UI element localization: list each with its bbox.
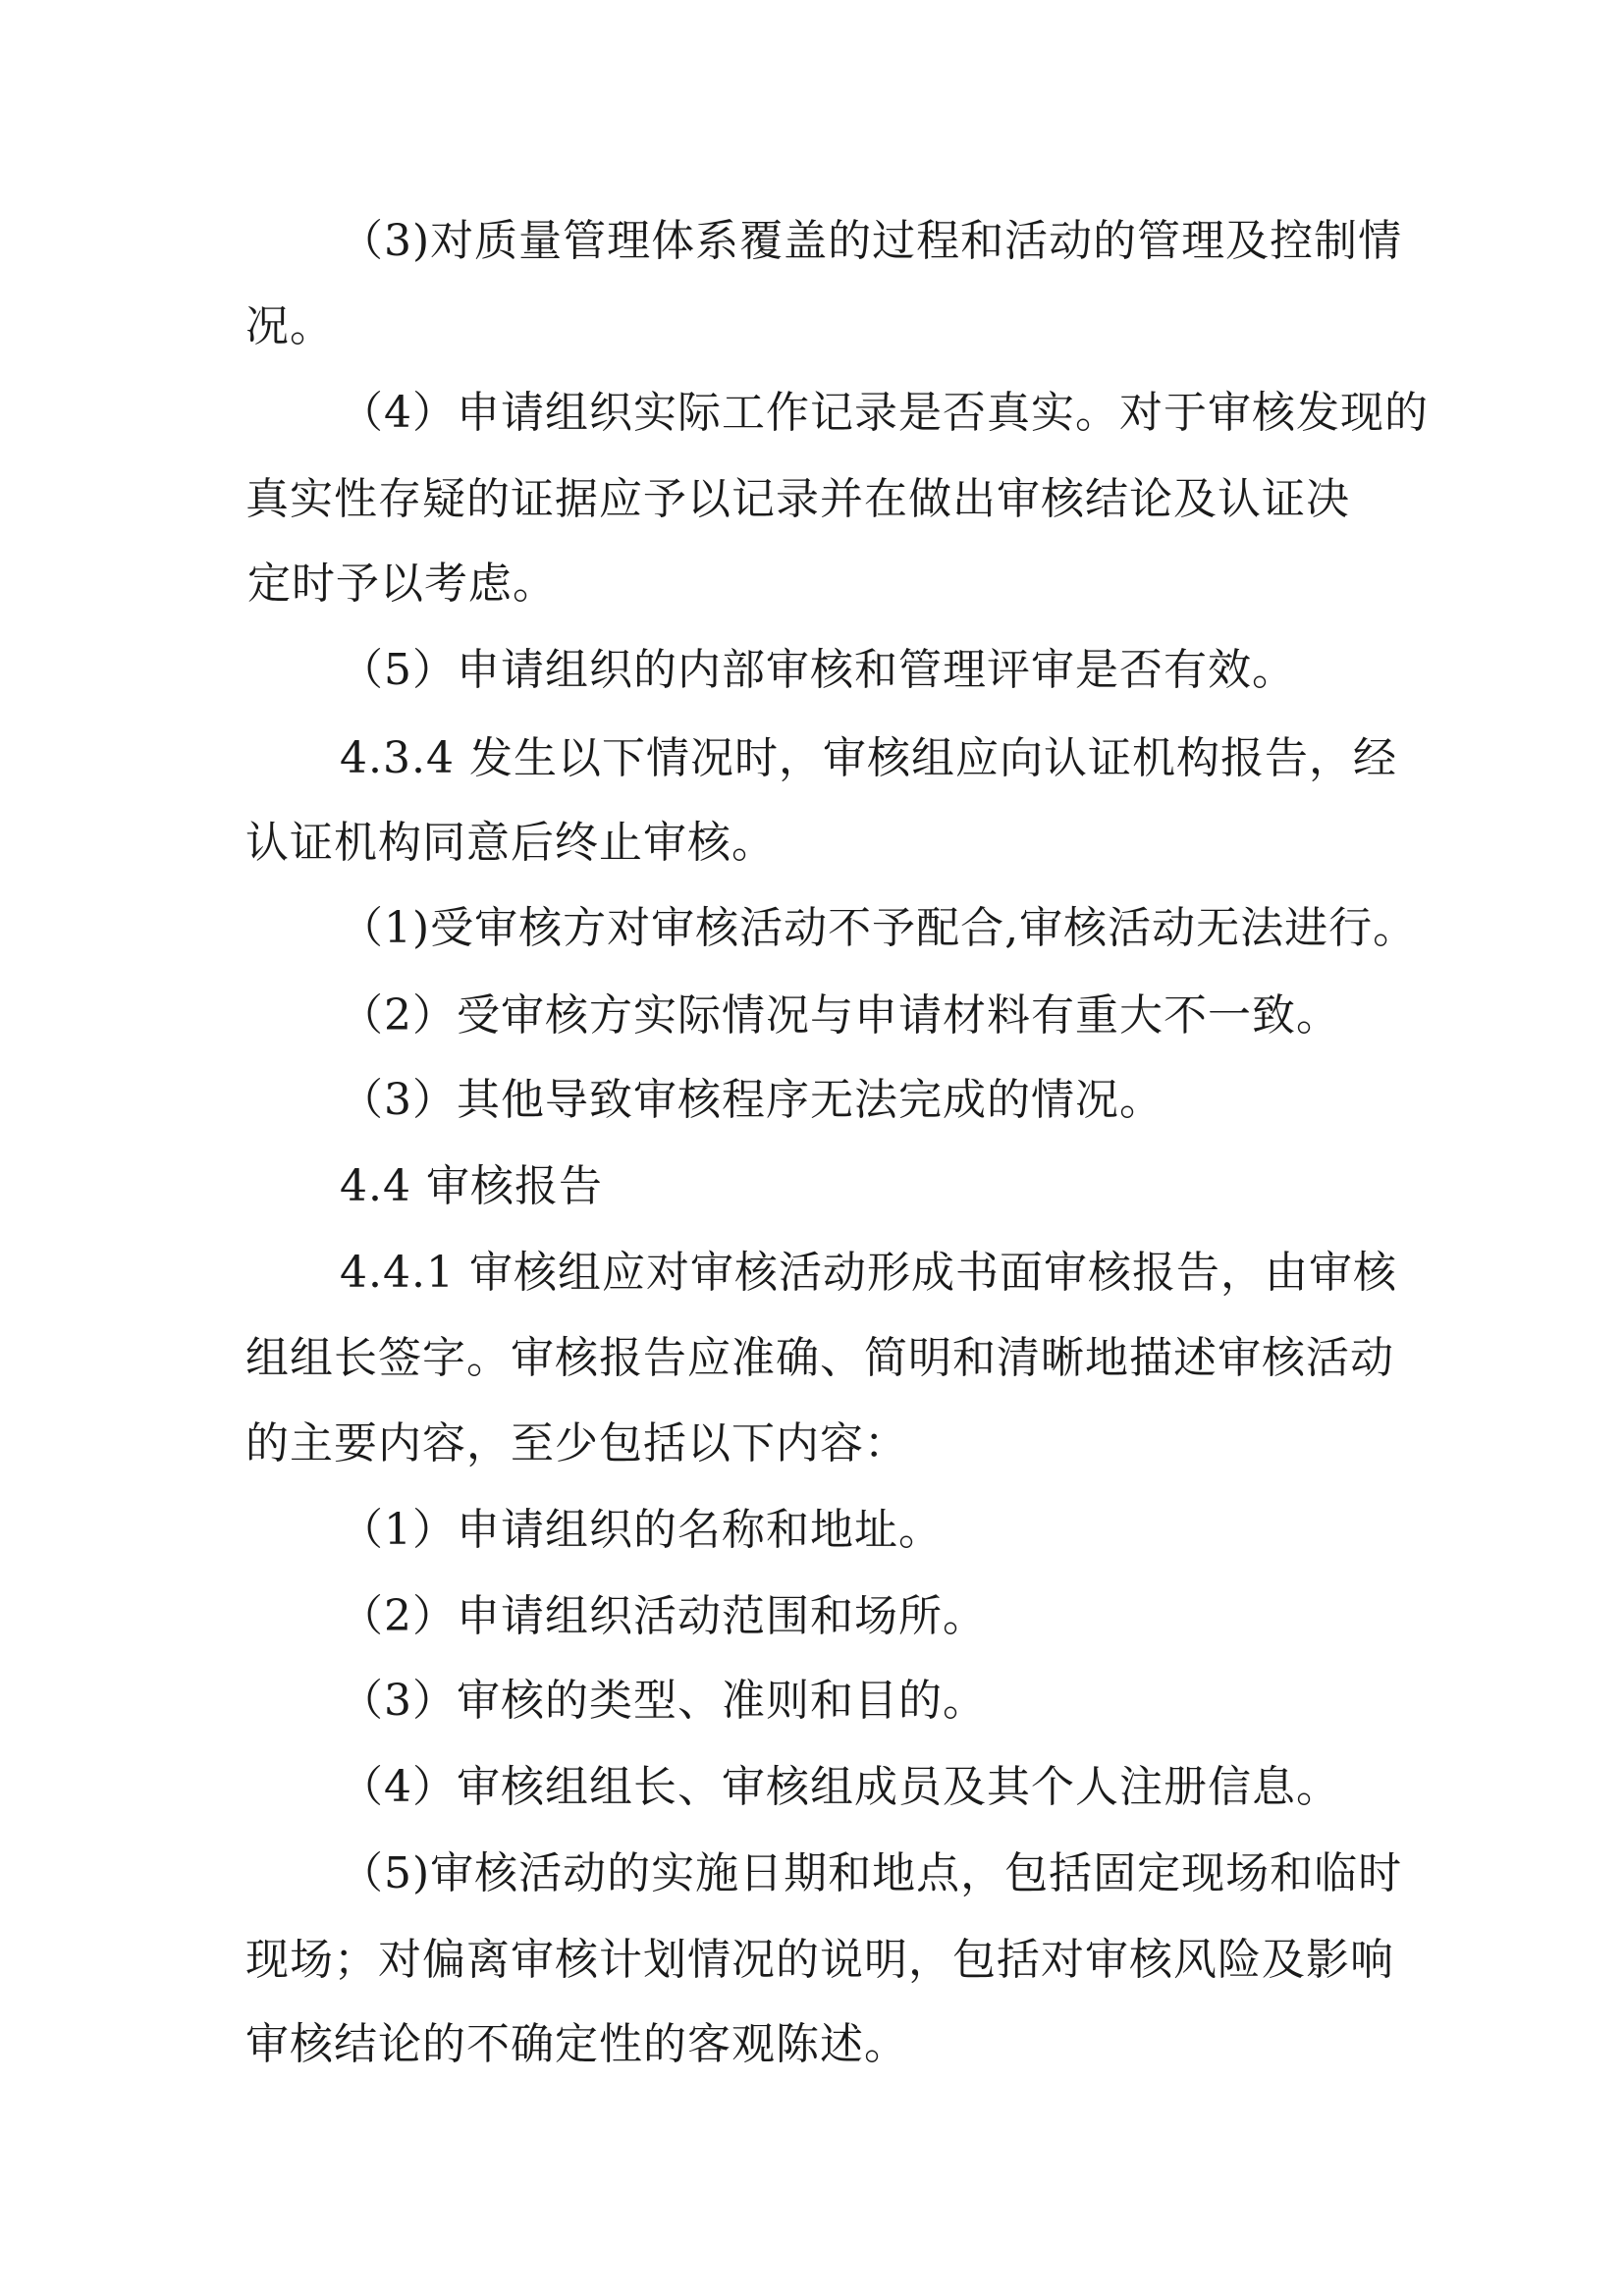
paragraph-line: 审核结论的不确定性的客观陈述。 bbox=[245, 2019, 908, 2069]
paragraph-line: 真实性存疑的证据应予以记录并在做出审核结论及认证决 bbox=[245, 474, 1350, 524]
paragraph-line: 4.3.4 发生以下情况时，审核组应向认证机构报告，经 bbox=[340, 733, 1397, 783]
list-item: （2）申请组织活动范围和场所。 bbox=[340, 1591, 987, 1641]
paragraph-line: （4）申请组织实际工作记录是否真实。对于审核发现的 bbox=[340, 388, 1429, 438]
list-item: （3）审核的类型、准则和目的。 bbox=[340, 1676, 987, 1726]
list-item: （1）申请组织的名称和地址。 bbox=[340, 1505, 943, 1555]
paragraph-line: 组组长签字。审核报告应准确、简明和清晰地描述审核活动 bbox=[245, 1333, 1394, 1383]
list-item: （4）审核组组长、审核组成员及其个人注册信息。 bbox=[340, 1762, 1340, 1812]
paragraph-line: （5）申请组织的内部审核和管理评审是否有效。 bbox=[340, 645, 1296, 695]
paragraph-line: 定时予以考虑。 bbox=[247, 559, 557, 609]
paragraph-line: 认证机构同意后终止审核。 bbox=[245, 818, 776, 868]
paragraph-line: （3）其他导致审核程序无法完成的情况。 bbox=[340, 1075, 1164, 1125]
paragraph-line: 的主要内容，至少包括以下内容： bbox=[245, 1418, 908, 1468]
paragraph-line: 况。 bbox=[245, 301, 334, 351]
paragraph-line: （2）受审核方实际情况与申请材料有重大不一致。 bbox=[340, 990, 1340, 1041]
paragraph-line: （1)受审核方对审核活动不予配合,审核活动无法进行。 bbox=[340, 903, 1418, 953]
section-heading: 4.4 审核报告 bbox=[340, 1161, 603, 1211]
paragraph-line: 4.4.1 审核组应对审核活动形成书面审核报告，由审核 bbox=[340, 1248, 1397, 1298]
list-item: （5)审核活动的实施日期和地点，包括固定现场和临时 bbox=[340, 1848, 1403, 1898]
paragraph-line: （3)对质量管理体系覆盖的过程和活动的管理及控制情 bbox=[340, 216, 1403, 266]
paragraph-line: 现场；对偏离审核计划情况的说明，包括对审核风险及影响 bbox=[245, 1935, 1394, 1985]
